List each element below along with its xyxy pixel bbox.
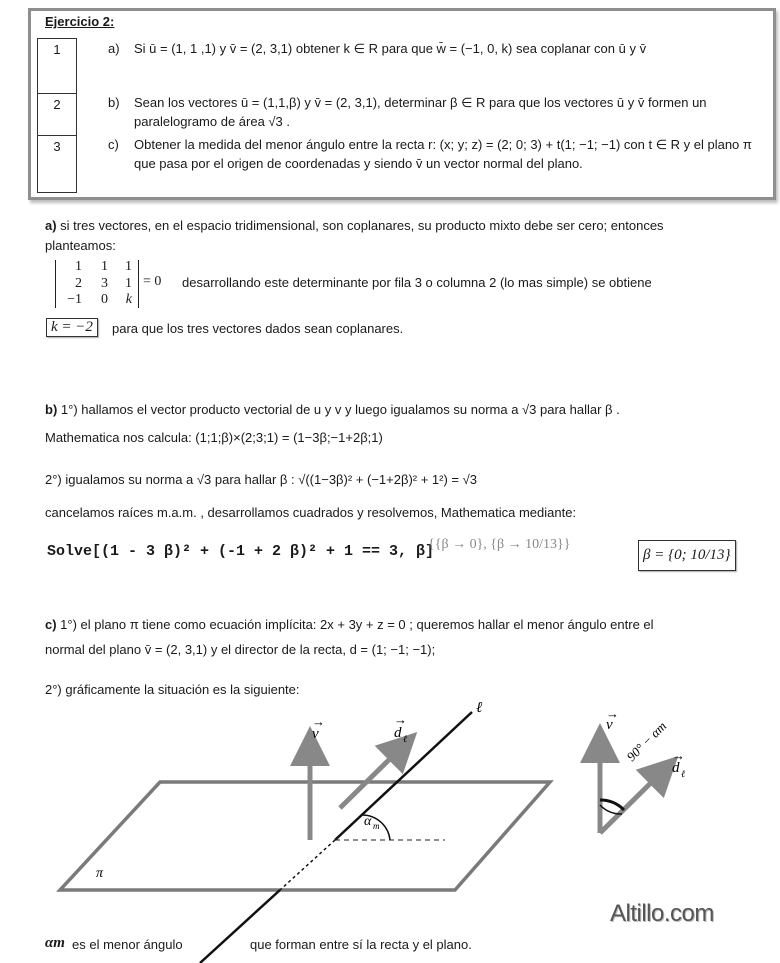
det-cell: 0 <box>101 292 108 307</box>
footer-alpha-symbol: αm <box>45 935 65 951</box>
label-ell: ℓ <box>476 700 483 716</box>
small-label-v-arrow: → <box>606 706 619 721</box>
exercise-title: Ejercicio 2: <box>45 14 115 29</box>
item-number-3: 3 <box>37 135 77 193</box>
label-d: d <box>394 725 402 741</box>
part-c-line2: normal del plano v̄ = (2, 3,1) y el director de la recta, d = (1; −1; −1); <box>45 642 436 657</box>
part-b-line1 <box>45 400 620 420</box>
mathematica-solve-command: Solve[(1 - 3 β)² + (-1 + 2 β)² + 1 == 3, β] <box>47 543 435 560</box>
part-c-label: c) <box>45 617 57 632</box>
item-text-a: Si ū = (1, 1 ,1) y v̄ = (2, 3,1) obtener k ∈ R para que w̄ = (−1, 0, k) sea coplanar con ū y v̄ <box>134 41 647 56</box>
label-alpha-sub: m <box>373 821 380 831</box>
small-label-d-arrow: → <box>672 748 685 763</box>
label-d-arrow: → <box>394 712 407 727</box>
part-a-intro2: planteamos: <box>45 238 116 253</box>
label-v: v <box>312 726 319 742</box>
small-label-v: v <box>606 717 613 733</box>
label-v-arrow: → <box>312 714 325 729</box>
footer-text2: que forman entre sí la recta y el plano. <box>250 937 472 952</box>
part-b-line3: 2°) igualamos su norma a √3 para hallar β : √((1−3β)² + (−1+2β)² + 1²) = √3 <box>45 472 477 487</box>
item-number-2: 2 <box>37 93 77 136</box>
part-c-line1 <box>45 615 654 635</box>
part-a-result-text: para que los tres vectores dados sean coplanares. <box>112 321 404 336</box>
item-text-c: Obtener la medida del menor ángulo entre la recta r: (x; y; z) = (2; 0; 3) + t(1; −1; −1) con t ∈ R y el plano π que pasa por el origen de coordenadas y siendo v̄ un vector normal del plano. <box>134 137 752 171</box>
part-b-answer: β = {0; 10/13} <box>638 540 736 571</box>
item-letter-b: b) <box>108 95 120 110</box>
line-ell-lower <box>200 890 280 963</box>
part-c-line3: 2°) gráficamente la situación es la siguiente: <box>45 682 300 697</box>
mathematica-solve-result: {{β → 0}, {β → 10/13}} <box>428 537 571 552</box>
part-a-result: k = −2 <box>46 318 98 337</box>
item-letter-a: a) <box>108 41 120 56</box>
line-ell <box>335 712 472 840</box>
part-b-line4: cancelamos raíces m.a.m. , desarrollamos cuadrados y resolvemos, Mathematica mediante: <box>45 505 577 520</box>
part-b-line2: Mathematica nos calcula: (1;1;β)×(2;3;1) = (1−3β;−1+2β;1) <box>45 430 383 445</box>
det-cell: 2 <box>75 276 82 291</box>
part-a-label: a) <box>45 218 57 233</box>
det-cell: −1 <box>67 292 82 307</box>
label-d-sub: ℓ <box>403 734 408 745</box>
part-c-line1-text: 1°) el plano π tiene como ecuación implícita: 2x + 3y + z = 0 ; queremos hallar el menor ángulo entre el <box>56 617 654 632</box>
det-cell: 1 <box>125 259 132 274</box>
plane-pi <box>60 782 550 890</box>
det-cell: 1 <box>125 276 132 291</box>
direction-vector-d <box>340 746 403 808</box>
small-angle-label: 90° − αm <box>623 718 670 765</box>
part-a-explain: desarrollando este determinante por fila 3 o columna 2 (lo mas simple) se obtiene <box>182 275 652 290</box>
item-number-1: 1 <box>37 38 77 94</box>
line-ell-dashed <box>280 840 335 890</box>
part-a-intro-text: si tres vectores, en el espacio tridimensional, son coplanares, su producto mixto debe ser cero; entonces <box>56 218 664 233</box>
label-alpha: α <box>364 814 372 829</box>
det-cell: k <box>125 292 132 307</box>
item-text-b: Sean los vectores ū = (1,1,β) y v̄ = (2, 3,1), determinar β ∈ R para que los vectores ū y v̄ formen un paralelogramo de área √3 . <box>134 95 707 129</box>
label-pi: π <box>96 866 104 881</box>
part-b-label: b) <box>45 402 58 417</box>
det-cell: 3 <box>101 276 108 291</box>
item-letter-c: c) <box>108 137 119 152</box>
det-cell: 1 <box>101 259 108 274</box>
det-cell: 1 <box>75 259 82 274</box>
part-b-line1-text: 1°) hallamos el vector producto vectorial de u y v y luego igualamos su norma a √3 para hallar β . <box>57 402 620 417</box>
small-label-d: d <box>672 760 680 776</box>
footer-text1: es el menor ángulo <box>72 937 183 952</box>
watermark-altillo: Altillo.com <box>610 900 714 927</box>
determinant <box>55 260 139 308</box>
det-equals-zero: = 0 <box>143 274 162 289</box>
small-label-d-sub: ℓ <box>681 769 686 780</box>
part-a-intro <box>45 216 664 236</box>
